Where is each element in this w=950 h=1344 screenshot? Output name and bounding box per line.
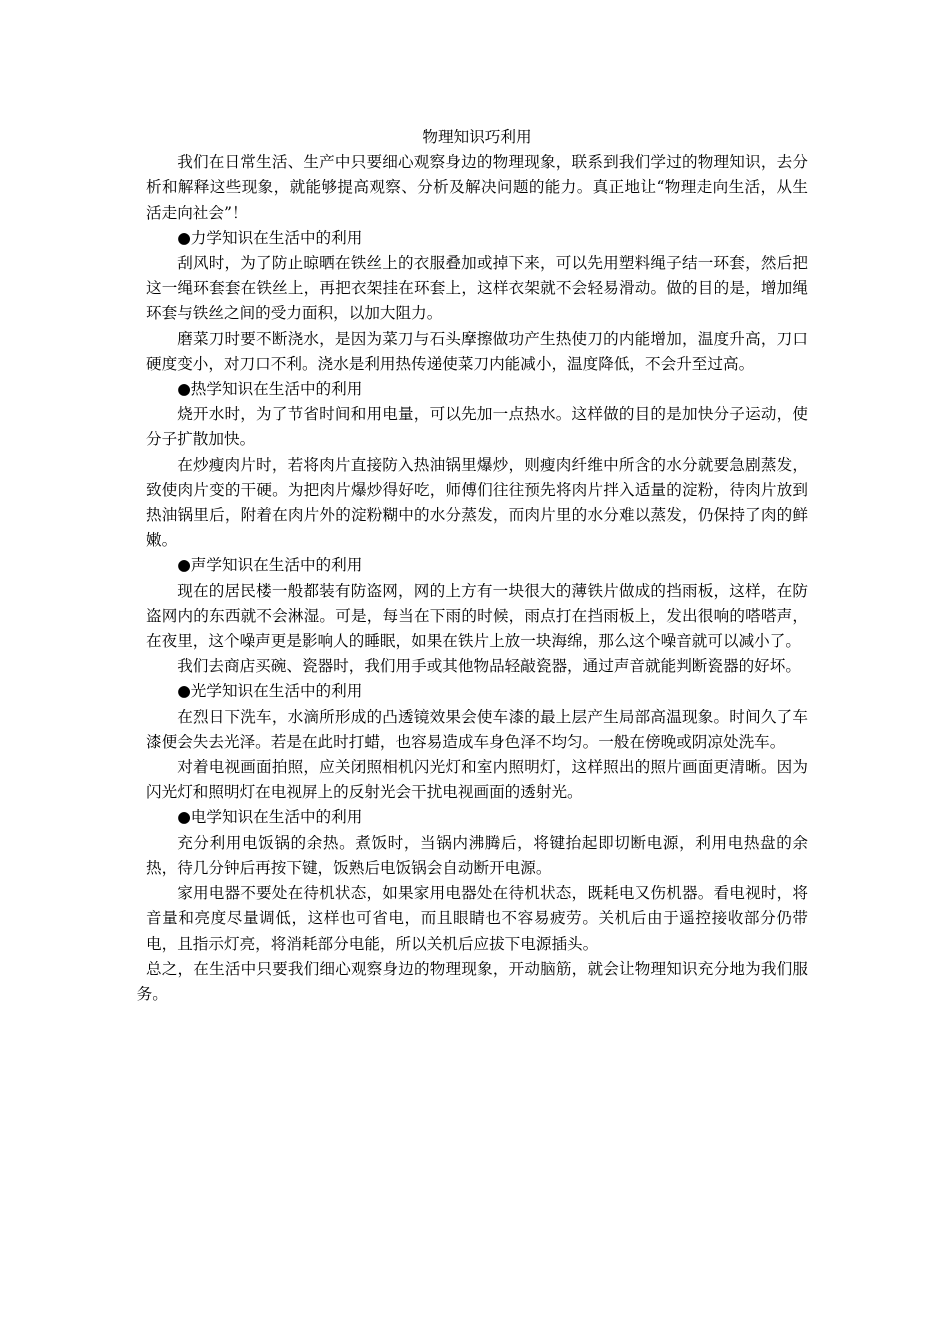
section-thermal (146, 377, 808, 553)
section-heading: ●声学知识在生活中的利用 (177, 556, 363, 575)
body-paragraph: 我们去商店买碗、瓷器时，我们用手或其他物品轻敲瓷器，通过声音就能判断瓷器的好坏。 (177, 657, 801, 676)
section-heading: ●光学知识在生活中的利用 (177, 682, 363, 701)
section-electricity (146, 805, 808, 956)
body-paragraph: 家用电器不要处在待机状态，如果家用电器处在待机状态，既耗电又伤机器。看电视时，将音量和亮度尽量调低，这样也可省电，而且眼睛也不容易疲劳。关机后由于遥控接收部分仍带电，且指示灯亮，将消耗部分电能，所以关机后应拔下电源插头。 (146, 884, 808, 953)
section-acoustics (146, 553, 808, 679)
document-title: 物理知识巧利用 (422, 128, 532, 146)
body-paragraph: 磨菜刀时要不断浇水，是因为菜刀与石头摩擦做功产生热使刀的内能增加，温度升高，刀口硬度变小，对刀口不利。浇水是利用热传递使菜刀内能减小，温度降低，不会升至过高。 (146, 329, 808, 373)
body-paragraph: 对着电视画面拍照，应关闭照相机闪光灯和室内照明灯，这样照出的照片画面更清晰。因为闪光灯和照明灯在电视屏上的反射光会干扰电视画面的透射光。 (146, 758, 808, 802)
body-paragraph: 充分利用电饭锅的余热。煮饭时，当锅内沸腾后，将键抬起即切断电源，利用电热盘的余热，待几分钟后再按下键，饭熟后电饭锅会自动断开电源。 (146, 833, 808, 877)
section-heading: ●电学知识在生活中的利用 (177, 808, 363, 827)
body-paragraph: 现在的居民楼一般都装有防盗网，网的上方有一块很大的薄铁片做成的挡雨板，这样，在防盗网内的东西就不会淋湿。可是，每当在下雨的时候，雨点打在挡雨板上，发出很响的嗒嗒声，在夜里，这个噪声更是影响人的睡眠，如果在铁片上放一块海绵，那么这个噪音就可以减小了。 (146, 581, 808, 651)
conclusion-paragraph: 总之，在生活中只要我们细心观察身边的物理现象，开动脑筋，就会让物理知识充分地为我们服务。 (136, 959, 808, 1003)
body-paragraph: 烧开水时，为了节省时间和用电量，可以先加一点热水。这样做的目的是加快分子运动，使分子扩散加快。 (146, 405, 808, 449)
body-paragraph: 在炒瘦肉片时，若将肉片直接防入热油锅里爆炒，则瘦肉纤维中所含的水分就要急剧蒸发，致使肉片变的干硬。为把肉片爆炒得好吃，师傅们往往预先将肉片拌入适量的淀粉，待肉片放到热油锅里后，附着在肉片外的淀粉糊中的水分蒸发，而肉片里的水分难以蒸发，仍保持了肉的鲜嫩。 (146, 455, 808, 550)
section-mechanics (146, 226, 808, 377)
document-page (136, 125, 808, 1007)
section-heading: ●热学知识在生活中的利用 (177, 380, 363, 399)
section-heading: ●力学知识在生活中的利用 (177, 228, 363, 247)
body-paragraph: 刮风时，为了防止晾晒在铁丝上的衣服叠加或掉下来，可以先用塑料绳子结一环套，然后把这一绳环套套在铁丝上，再把衣架挂在环套上，这样衣架就不会轻易滑动。做的目的是，增加绳环套与铁丝之间的受力面积，以加大阻力。 (146, 254, 808, 323)
intro-paragraph: 我们在日常生活、生产中只要细心观察身边的物理现象，联系到我们学过的物理知识，去分析和解释这些现象，就能够提高观察、分析及解决问题的能力。真正地让“物理走向生活，从生活走向社会”！ (146, 153, 808, 222)
section-optics (146, 679, 808, 805)
body-paragraph: 在烈日下洗车，水滴所形成的凸透镜效果会使车漆的最上层产生局部高温现象。时间久了车漆便会失去光泽。若是在此时打蜡，也容易造成车身色泽不均匀。一般在傍晚或阴凉处洗车。 (146, 707, 808, 751)
